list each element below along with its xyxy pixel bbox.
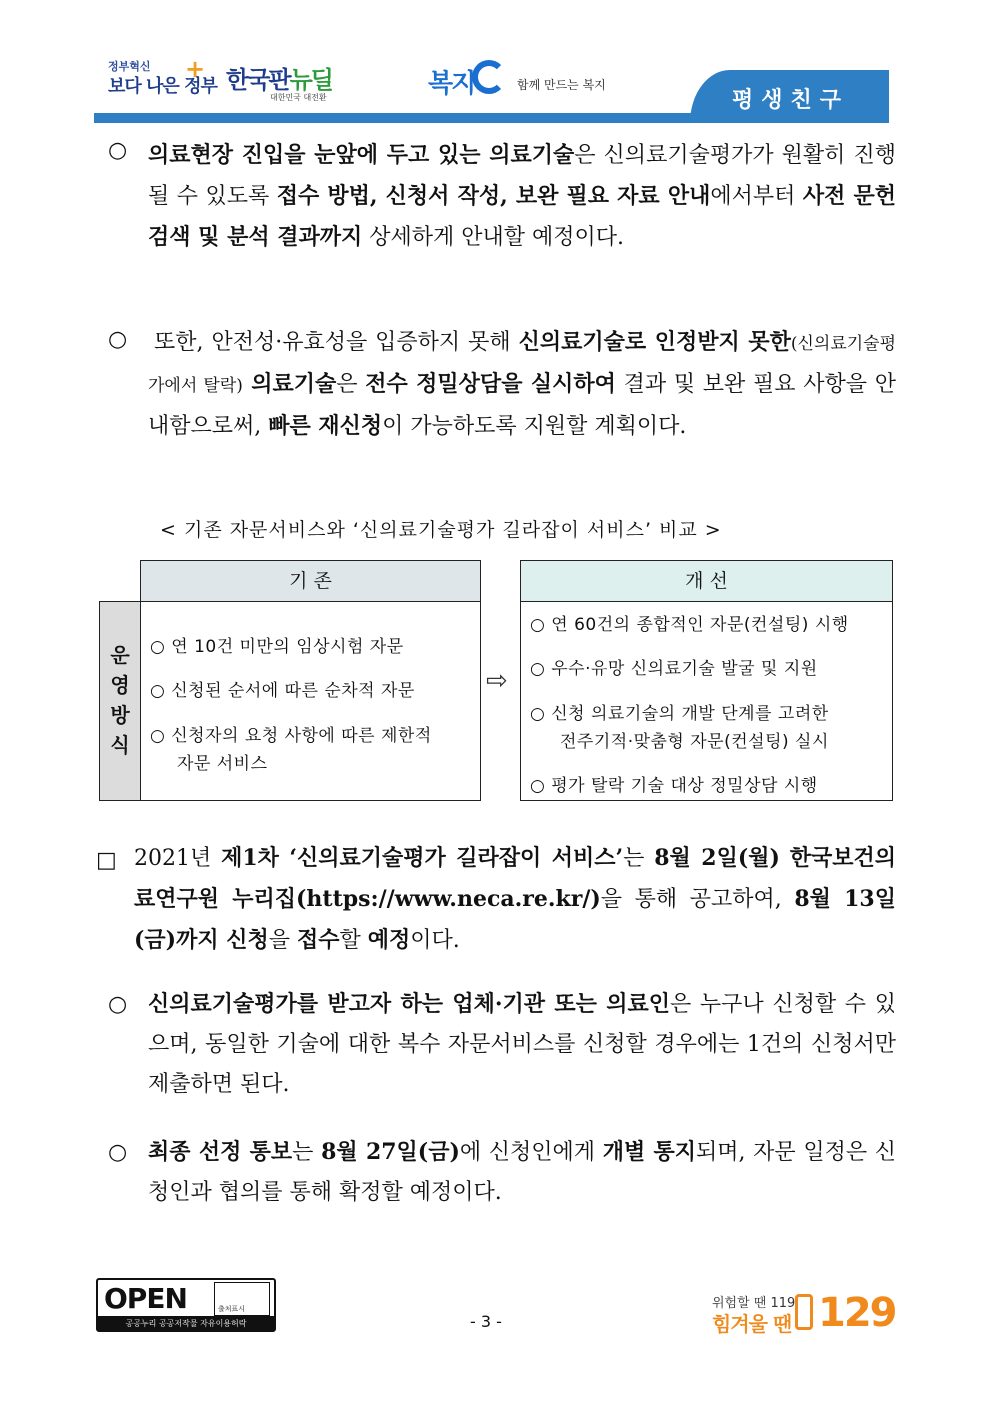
comparison-table-title: < 기존 자문서비스와 ‘신의료기술평가 길라잡이 서비스’ 비교 > [160,519,722,541]
paragraph-5 [148,1132,896,1213]
side-char: 식 [110,733,130,757]
p4-bold-1: 신의료기술평가를 받고자 하는 업체·기관 또는 의료인 [148,991,670,1017]
side-char: 방 [110,703,130,727]
p1-bold-1: 의료현장 진입을 눈앞에 두고 있는 의료기술 [148,142,575,168]
open-license-caption: 공공누리 공공저작물 자유이용허락 [98,1316,274,1331]
p3-text-3 [780,846,790,871]
header-tab-label: 평생친구 [732,88,850,113]
new-item: ○ 평가 탈락 기술 대상 정밀상담 시행 [530,776,818,796]
new-item: 전주기적·맞춤형 자문(컨설팅) 실시 [560,732,829,752]
header-rule [94,113,889,123]
p2-text-1: 또한, 안전성·유효성을 입증하지 못해 [154,330,519,355]
new-header: 개 선 [520,560,893,602]
right-arrow-icon: ⇨ [486,666,508,696]
old-item: 자문 서비스 [177,754,268,774]
open-license-label: OPEN [104,1282,187,1315]
old-item: ○ 연 10건 미만의 임상시험 자문 [150,637,404,657]
new-item: ○ 신청 의료기술의 개발 단계를 고려한 [530,704,829,724]
paragraph-4 [148,984,896,1105]
p3-bold-2: 8월 2일(월) [654,845,780,871]
page-number: - 3 - [470,1312,502,1331]
bullet-circle: ○ [108,992,128,1017]
p5-text-1: 는 [292,1140,322,1165]
logo-gov-innovation-caption: 정부혁신 [108,60,151,73]
p1-bold-3: 사전 문헌검색 및 분석 결과까지 [148,183,896,250]
p3-text-4: 을 통해 공고하여, [600,887,795,912]
p3-text-2: 는 [623,846,655,871]
old-item: ○ 신청된 순서에 따른 순차적 자문 [150,681,415,701]
p2-text-2: 은 [336,372,366,397]
paragraph-3 [134,838,896,961]
p3-bold-5: 접수 [297,927,340,953]
side-char: 운 [110,643,130,667]
hotline-caption-bottom: 힘겨울 땐 [712,1312,792,1336]
p3-text-7: 이다. [410,928,460,953]
p2-text-3: 결과 및 보완 필요 사항을 안내함으로써, [148,372,897,439]
p2-note: (신의료기술평가에서 탈락) [148,334,897,396]
side-char: 영 [110,673,130,697]
p1-text-3: 상세하게 안내할 예정이다. [362,225,624,250]
p5-bold-1: 최종 선정 통보 [148,1139,293,1165]
p5-text-3: 되며, 자문 일정은 신청인과 협의를 통해 확정할 예정이다. [148,1140,896,1205]
logo-korean-new-deal [226,60,332,95]
side-label [99,601,141,801]
p3-text-1: 2021년 [134,846,222,871]
logo-new-deal-a: 한국판 [226,66,290,94]
bullet-circle: ○ [108,138,128,163]
p1-bold-2: 접수 방법, 신청서 작성, 보완 필요 자료 안내 [276,183,711,209]
attribution-label: 출처표시 [218,1305,246,1313]
p1-text-2: 에서부터 [710,184,803,209]
logo-gov-text-a: 보다 나은 [108,76,185,97]
p3-bold-6: 예정 [367,927,411,953]
p2-bold-1: 신의료기술로 인정받지 못한 [518,329,791,355]
p2-text-4: 이 가능하도록 지원할 계획이다. [382,414,687,439]
hotline-caption-top: 위험할 땐 119 [712,1296,796,1311]
new-item: ○ 연 60건의 종합적인 자문(컨설팅) 시행 [530,615,849,635]
p3-bold-1: 제1차 ‘신의료기술평가 길라잡이 서비스’ [221,845,624,871]
paragraph-1 [148,135,896,258]
paragraph-2 [148,322,896,447]
p5-bold-3: 개별 통지 [602,1139,697,1165]
p5-bold-2: 8월 27일(금) [321,1139,460,1165]
p3-text-5: 을 [268,928,297,953]
logo-bokji-slogan: 함께 만드는 복지 [517,78,606,92]
p3-bold-3: 한국보건의료연구원 누리집(https://www.neca.re.kr/) [134,845,897,912]
p3-bold-4: 8월 13일(금)까지 신청 [134,886,896,953]
p4-text-1: 은 누구나 신청할 수 있으며, 동일한 기술에 대한 복수 자문서비스를 신청할 경우에는 1건의 신청서만 제출하면 된다. [148,992,896,1097]
bullet-square: □ [96,848,117,873]
p2-bold-3: 전수 정밀상담을 실시하여 [365,371,616,397]
p2-bold-2: 의료기술 [242,371,337,397]
new-item: ○ 우수·유망 신의료기술 발굴 및 지원 [530,659,818,679]
logo-gov-text-b: 정부 [184,76,217,97]
plus-icon: + [185,55,206,83]
hotline-number: 129 [818,1290,896,1336]
old-header: 기 존 [140,560,481,602]
p3-text-6: 할 [339,928,368,953]
bokji-circle-icon [472,60,506,94]
bullet-circle: ○ [108,1140,128,1165]
logo-new-deal-b: 뉴딜 [289,66,332,94]
old-item: ○ 신청자의 요청 사항에 따른 제한적 [150,726,432,746]
logo-bokji: 복지 [428,69,475,99]
phone-icon [795,1294,813,1330]
p2-bold-4: 빠른 재신청 [268,413,383,439]
p5-text-2: 에 신청인에게 [459,1140,603,1165]
bullet-circle: ○ [108,327,128,352]
p1-text-1: 은 신의료기술평가가 원활히 진행될 수 있도록 [148,143,896,209]
logo-new-deal-subtitle: 대한민국 대전환 [270,93,327,102]
